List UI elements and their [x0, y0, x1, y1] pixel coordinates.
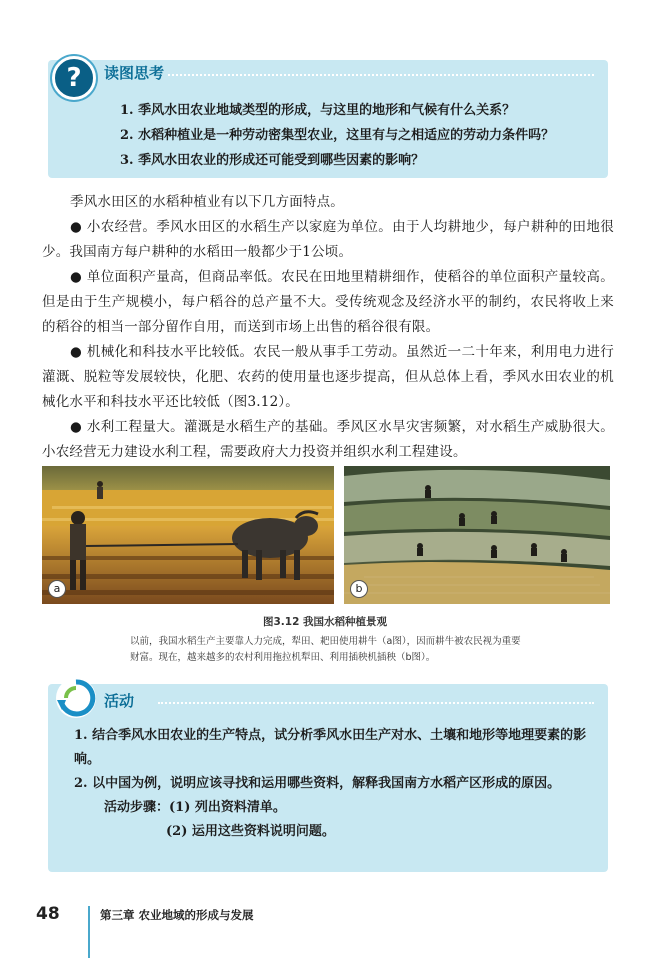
activity-title: 活动 — [104, 692, 135, 710]
page-number: 48 — [36, 904, 60, 924]
activity-box — [48, 684, 608, 872]
think-box — [48, 60, 608, 178]
figure-caption: 图3.12 我国水稻种植景观 — [262, 616, 388, 628]
activity-cycle-icon — [54, 676, 98, 720]
think-question: 1. 季风水田农业地域类型的形成，与这里的地形和气候有什么关系？ — [120, 103, 516, 118]
think-title: 读图思考 — [104, 64, 165, 82]
chapter-label: 第三章 农业地域的形成与发展 — [100, 908, 254, 922]
photo-rice-terraces — [344, 466, 610, 604]
activity-step: (2) 运用这些资料说明问题。 — [166, 824, 335, 839]
think-question-list — [120, 98, 554, 173]
photo-label-a: a — [48, 580, 66, 598]
activity-item: 1. 结合季风水田农业的生产特点，试分析季风水田生产对水、土壤和地形等地理要素的影响。 — [74, 728, 587, 767]
rice-terraces-illustration — [344, 466, 610, 604]
dotted-divider — [158, 702, 594, 704]
feature-paragraph: ● 小农经营。季风水田区的水稻生产以家庭为单位。由于人均耕地少，每户耕种的田地很少。我国南方每户耕种的水稻田一般都少于1公顷。 — [42, 219, 614, 260]
activity-step: 活动步骤：(1) 列出资料清单。 — [104, 800, 286, 815]
feature-paragraph: ● 单位面积产量高，但商品率低。农民在田地里精耕细作，使稻谷的单位面积产量较高。但是由于生产规模小，每户稻谷的总产量不大。受传统观念及经济水平的制约，农民将收上来的稻谷的相当一部分留作自用，而送到市场上出售的稻谷很有限。 — [42, 269, 614, 335]
figure-note: 以前，我国水稻生产主要靠人力完成，犁田、耙田使用耕牛（a图），因而耕牛被农民视为重要财富。现在，越来越多的农村利用拖拉机犁田、利用插秧机插秧（b图）。 — [130, 636, 521, 663]
activity-content — [74, 724, 604, 844]
think-question: 3. 季风水田农业的形成还可能受到哪些因素的影响？ — [120, 153, 425, 168]
feature-paragraph: ● 水利工程量大。灌溉是水稻生产的基础。季风区水旱灾害频繁，对水稻生产威胁很大。小农经营无力建设水利工程，需要政府大力投资并组织水利工程建设。 — [42, 419, 614, 460]
buffalo-plowing-illustration — [42, 466, 334, 604]
photo-buffalo-plowing — [42, 466, 334, 604]
activity-item: 2. 以中国为例，说明应该寻找和运用哪些资料，解释我国南方水稻产区形成的原因。 — [74, 776, 561, 791]
think-question: 2. 水稻种植业是一种劳动密集型农业，这里有与之相适应的劳动力条件吗？ — [120, 128, 555, 143]
dotted-divider — [168, 74, 594, 76]
intro-paragraph: 季风水田区的水稻种植业有以下几方面特点。 — [70, 194, 344, 210]
feature-paragraph: ● 机械化和科技水平比较低。农民一般从事手工劳动。虽然近一二十年来，利用电力进行灌溉、脱粒等发展较快，化肥、农药的使用量也逐步提高，但从总体上看，季风水田农业的机械化水平和科技水平还比较低（图3.12）。 — [42, 344, 614, 410]
think-header — [48, 60, 608, 93]
body-text — [42, 190, 614, 465]
photo-label-b: b — [350, 580, 368, 598]
question-mark-icon: ? — [52, 56, 96, 100]
footer-divider — [88, 906, 90, 958]
